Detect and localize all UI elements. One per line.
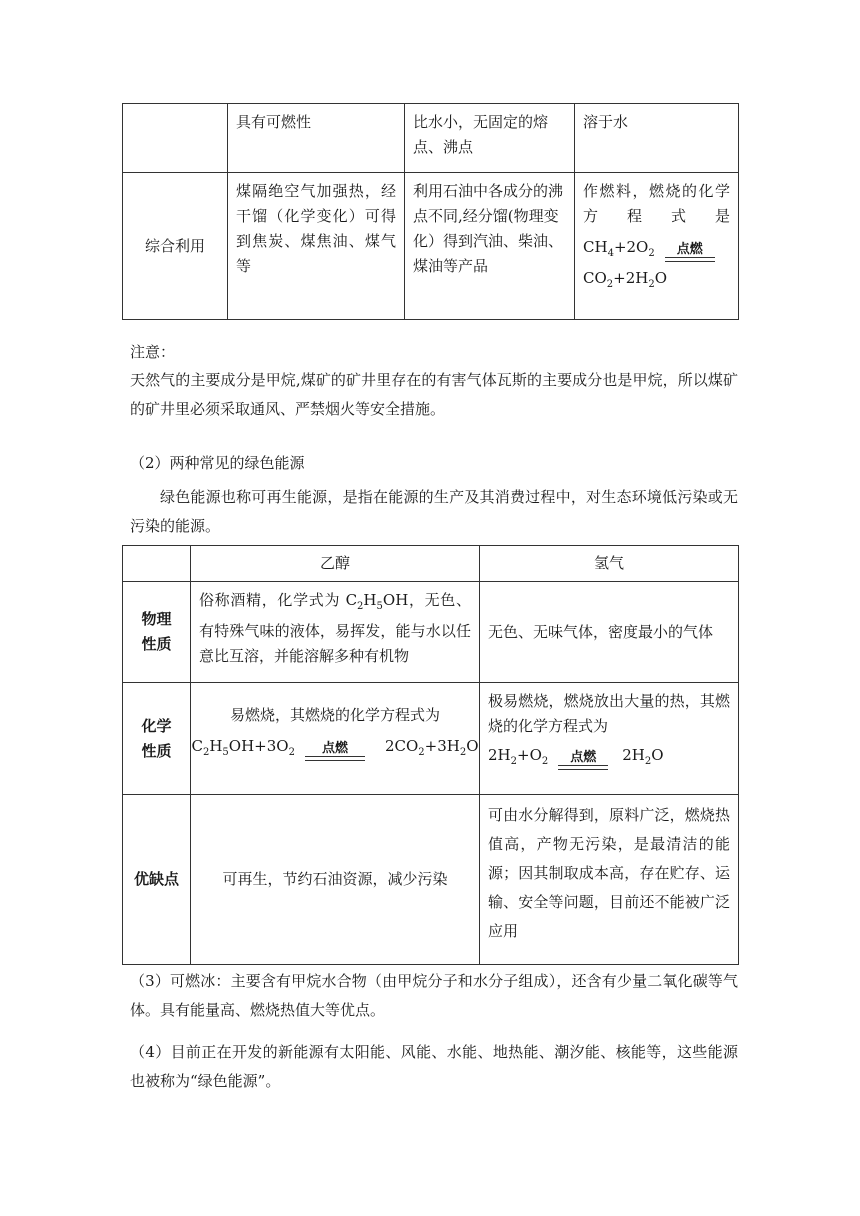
- table-cell: 比水小，无固定的熔点、沸点: [405, 104, 575, 173]
- column-header-hydrogen: 氢气: [480, 546, 739, 582]
- section-intro: 绿色能源也称可再生能源，是指在能源的生产及其消费过程中，对生态环境低污染或无污染的能源。: [130, 488, 738, 535]
- table-cell: 溶于水: [575, 104, 739, 173]
- table-row: [123, 104, 739, 173]
- table-cell: [480, 683, 739, 795]
- table-cell: [191, 683, 480, 795]
- table-cell: 具有可燃性: [228, 104, 405, 173]
- hydrogen-combustion-equation: [488, 743, 730, 774]
- equation-description: 作燃料，燃烧的化学方程式是: [583, 182, 730, 225]
- section-heading: （2）两种常见的绿色能源: [130, 454, 305, 472]
- table-cell: 利用石油中各成分的沸点不同,经分馏(物理变化）得到汽油、柴油、煤油等产品: [405, 173, 575, 320]
- table-row: [123, 795, 739, 965]
- table-cell: [123, 546, 191, 582]
- table-cell: 可由水分解得到，原料广泛，燃烧热值高，产物无污染，是最清洁的能源；因其制取成本高，存在贮存、运输、安全等问题，目前还不能被广泛应用: [480, 795, 739, 965]
- table-cell: 煤隔绝空气加强热，经干馏（化学变化）可得到焦炭、煤焦油、煤气等: [228, 173, 405, 320]
- note-text: 天然气的主要成分是甲烷,煤矿的矿井里存在的有害气体瓦斯的主要成分也是甲烷，所以煤矿的矿井里必须采取通风、严禁烟火等安全措施。: [130, 371, 738, 418]
- row-label: 优缺点: [123, 795, 191, 965]
- equation-reactants: $2H_2+O_2$: [488, 746, 549, 767]
- row-label: 化学性质: [123, 683, 191, 795]
- table-cell: 无色、无味气体，密度最小的气体: [480, 582, 739, 683]
- table-row: [123, 582, 739, 683]
- section-4-text: （4）目前正在开发的新能源有太阳能、风能、水能、地热能、潮汐能、核能等，这些能源也被称为“绿色能源”。: [130, 1043, 738, 1090]
- table-cell: [575, 173, 739, 320]
- equation-reactants: $CH_4+2O_2$: [583, 238, 655, 259]
- equation-reactants: $C_2H_5OH+3O_2$: [191, 737, 295, 758]
- row-label: 综合利用: [123, 173, 228, 320]
- equation-products: $CO_2+2H_2O$: [583, 269, 668, 290]
- methane-combustion-equation: [583, 235, 730, 266]
- table-header-row: [123, 546, 739, 582]
- equation-description: 极易燃烧，燃烧放出大量的热，其燃烧的化学方程式为: [488, 692, 730, 735]
- column-header-ethanol: 乙醇: [191, 546, 480, 582]
- table-cell: 可再生，节约石油资源，减少污染: [191, 795, 480, 965]
- reaction-condition: 点燃: [305, 742, 365, 765]
- table-row: [123, 173, 739, 320]
- fossil-fuel-table: [122, 103, 739, 320]
- equation-products: $2CO_2+3H_2O$: [384, 737, 479, 758]
- equation-description: 易燃烧，其燃烧的化学方程式为: [229, 706, 440, 724]
- green-energy-table: [122, 545, 739, 965]
- table-cell: [123, 104, 228, 173]
- reaction-condition: 点燃: [558, 751, 608, 774]
- note-label: 注意：: [130, 343, 176, 361]
- section-3-text: （3）可燃冰：主要含有甲烷水合物（由甲烷分子和水分子组成），还含有少量二氧化碳等气体。具有能量高、燃烧热值大等优点。: [130, 972, 738, 1019]
- reaction-condition: 点燃: [665, 243, 715, 266]
- row-label: 物理性质: [123, 582, 191, 683]
- ethanol-combustion-equation: [191, 734, 479, 765]
- table-cell: 俗称酒精，化学式为 $C_2H_5OH$，无色、有特殊气味的液体，易挥发，能与水以任意比互溶，并能溶解多种有机物: [191, 582, 480, 683]
- equation-products: $2H_2O$: [622, 746, 664, 767]
- table-row: [123, 683, 739, 795]
